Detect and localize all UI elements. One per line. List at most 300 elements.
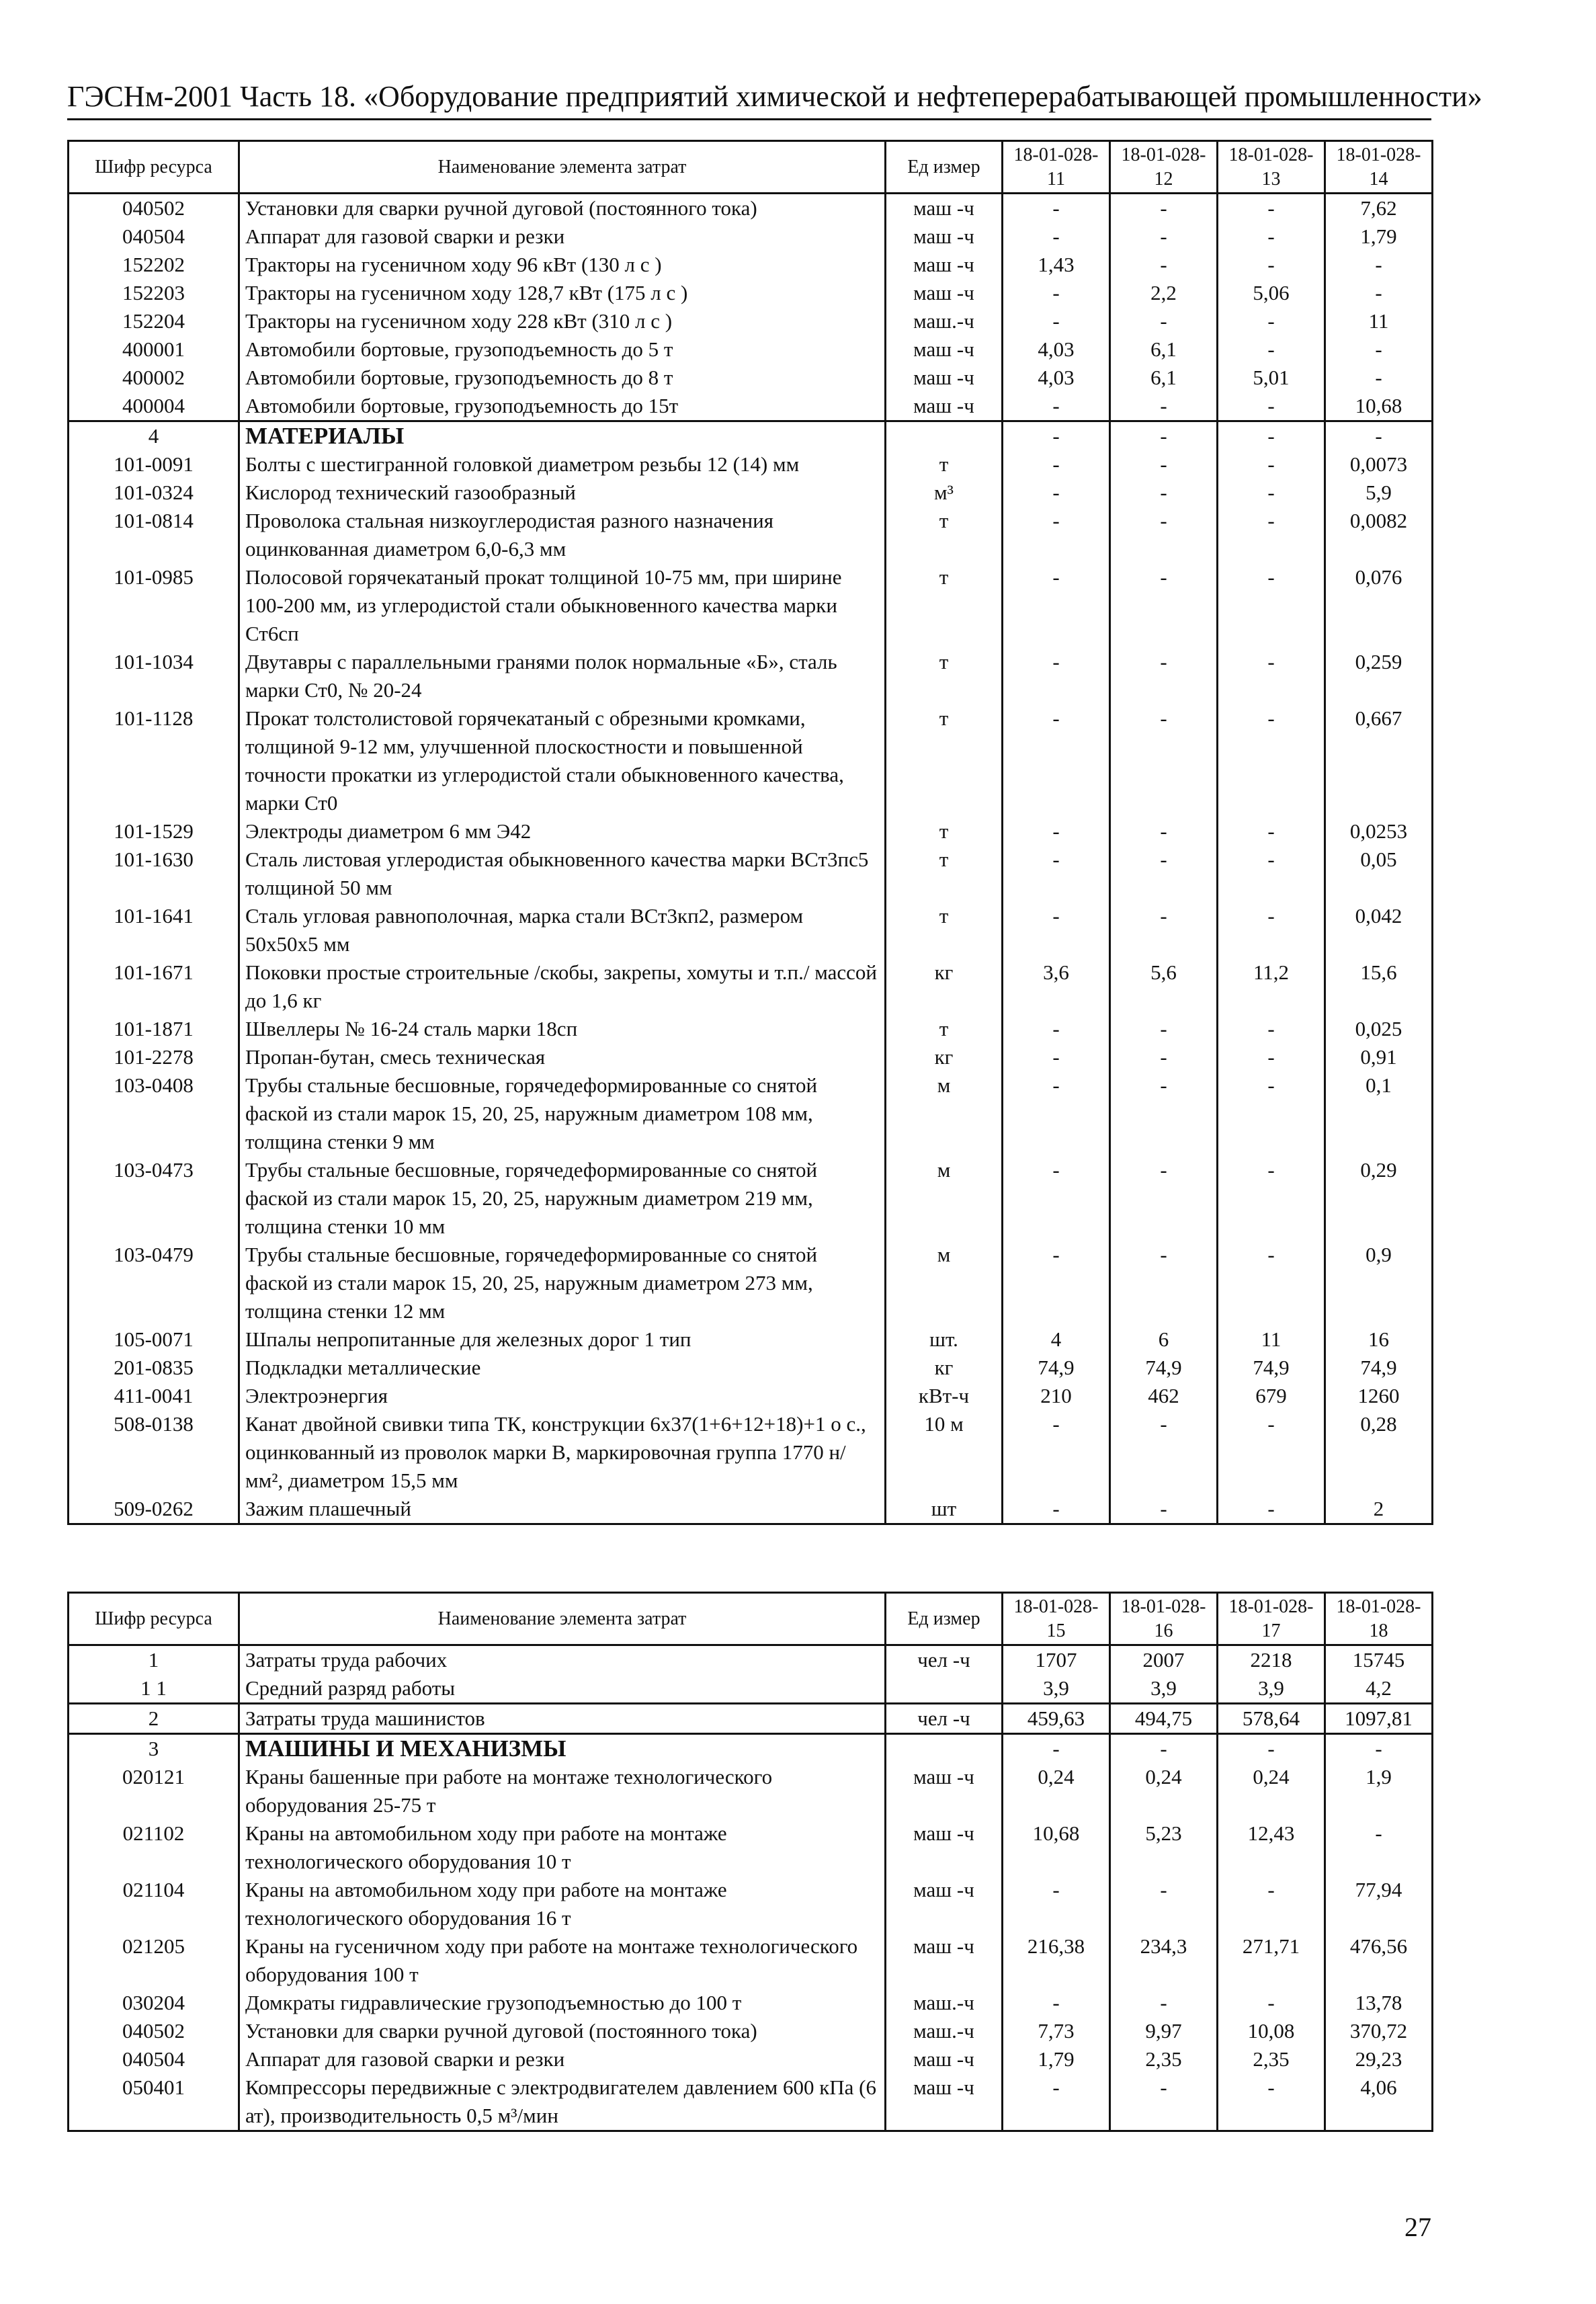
cell-value: - — [1003, 1156, 1110, 1241]
cell-unit: шт — [886, 1495, 1003, 1524]
col-header-unit: Ед измер — [886, 141, 1003, 194]
cell-code: 103-0408 — [69, 1071, 239, 1156]
cell-name: Автомобили бортовые, грузоподъемность до 8 т — [239, 364, 886, 392]
cell-unit: маш.-ч — [886, 307, 1003, 335]
cell-unit: т — [886, 817, 1003, 846]
cell-code: 101-2278 — [69, 1043, 239, 1071]
col-header-name: Наименование элемента затрат — [239, 1593, 886, 1645]
cell-value: - — [1110, 648, 1218, 704]
table-row — [69, 958, 1433, 1015]
cell-code: 201-0835 — [69, 1354, 239, 1382]
cell-name: Краны башенные при работе на монтаже технологического оборудования 25-75 т — [239, 1763, 886, 1819]
table-row — [69, 1989, 1433, 2017]
cell-unit: т — [886, 450, 1003, 479]
cell-value: - — [1003, 392, 1110, 421]
cell-code: 400001 — [69, 335, 239, 364]
cell-unit — [886, 1734, 1003, 1764]
cell-name: Тракторы на гусеничном ходу 96 кВт (130 л с ) — [239, 251, 886, 279]
cell-value: - — [1003, 563, 1110, 648]
cell-unit: м³ — [886, 479, 1003, 507]
table-row — [69, 1043, 1433, 1071]
cell-value: 15745 — [1325, 1645, 1433, 1675]
cell-value: - — [1218, 194, 1325, 223]
cell-value: - — [1218, 507, 1325, 563]
cell-value: - — [1110, 194, 1218, 223]
cell-name: Установки для сварки ручной дуговой (постоянного тока) — [239, 194, 886, 223]
cell-unit: маш -ч — [886, 392, 1003, 421]
cell-value: - — [1110, 846, 1218, 902]
cell-value: 1,43 — [1003, 251, 1110, 279]
cell-unit: маш -ч — [886, 279, 1003, 307]
resource-table-1 — [67, 140, 1433, 1525]
cell-value: 459,63 — [1003, 1704, 1110, 1734]
cell-code: 2 — [69, 1704, 239, 1734]
cell-value: - — [1110, 1989, 1218, 2017]
table-row — [69, 1071, 1433, 1156]
cell-value: 3,9 — [1218, 1674, 1325, 1704]
col-header-norm: 18-01-028-17 — [1218, 1593, 1325, 1645]
cell-value: 1260 — [1325, 1382, 1433, 1410]
cell-value: 0,042 — [1325, 902, 1433, 958]
cell-value: 2,35 — [1218, 2045, 1325, 2073]
cell-value: - — [1325, 1734, 1433, 1764]
cell-code: 3 — [69, 1734, 239, 1764]
cell-unit: маш.-ч — [886, 2017, 1003, 2045]
cell-name: Краны на гусеничном ходу при работе на монтаже технологического оборудования 100 т — [239, 1932, 886, 1989]
cell-value: - — [1218, 1043, 1325, 1071]
col-header-norm: 18-01-028-15 — [1003, 1593, 1110, 1645]
cell-unit: кг — [886, 958, 1003, 1015]
cell-name: Тракторы на гусеничном ходу 228 кВт (310 л с ) — [239, 307, 886, 335]
cell-value: 578,64 — [1218, 1704, 1325, 1734]
cell-value: - — [1218, 1015, 1325, 1043]
cell-value: - — [1218, 902, 1325, 958]
cell-name: Установки для сварки ручной дуговой (постоянного тока) — [239, 2017, 886, 2045]
cell-value: - — [1218, 1410, 1325, 1495]
cell-value: 10,08 — [1218, 2017, 1325, 2045]
table-row — [69, 251, 1433, 279]
cell-value: - — [1003, 704, 1110, 817]
cell-name: Автомобили бортовые, грузоподъемность до 5 т — [239, 335, 886, 364]
cell-value: - — [1003, 1410, 1110, 1495]
cell-value: - — [1110, 507, 1218, 563]
col-header-unit: Ед измер — [886, 1593, 1003, 1645]
cell-value: 0,28 — [1325, 1410, 1433, 1495]
cell-value: 13,78 — [1325, 1989, 1433, 2017]
table-row — [69, 563, 1433, 648]
cell-value: - — [1325, 421, 1433, 451]
table-row — [69, 450, 1433, 479]
table-row — [69, 846, 1433, 902]
cell-name: Сталь листовая углеродистая обыкновенного качества марки ВСт3пс5 толщиной 50 мм — [239, 846, 886, 902]
cell-unit: маш.-ч — [886, 1989, 1003, 2017]
cell-unit: маш -ч — [886, 194, 1003, 223]
cell-code: 050401 — [69, 2073, 239, 2131]
cell-unit: т — [886, 648, 1003, 704]
cell-name: Трубы стальные бесшовные, горячедеформированные со снятой фаской из стали марок 15, 20, 25, наружным диаметром 108 мм, толщина стенки 9 мм — [239, 1071, 886, 1156]
table-row — [69, 222, 1433, 251]
cell-value: 0,0253 — [1325, 817, 1433, 846]
cell-unit: кВт-ч — [886, 1382, 1003, 1410]
cell-code: 509-0262 — [69, 1495, 239, 1524]
cell-value: 74,9 — [1003, 1354, 1110, 1382]
cell-value: - — [1110, 2073, 1218, 2131]
cell-value: - — [1218, 335, 1325, 364]
cell-value: 10,68 — [1325, 392, 1433, 421]
cell-code: 021104 — [69, 1876, 239, 1932]
cell-unit: маш -ч — [886, 1763, 1003, 1819]
cell-value: - — [1110, 902, 1218, 958]
cell-code: 400002 — [69, 364, 239, 392]
cell-value: 74,9 — [1110, 1354, 1218, 1382]
cell-code: 101-0091 — [69, 450, 239, 479]
cell-value: 2,2 — [1110, 279, 1218, 307]
cell-name: Подкладки металлические — [239, 1354, 886, 1382]
cell-value: 6 — [1110, 1325, 1218, 1354]
cell-value: - — [1218, 307, 1325, 335]
table-row — [69, 1354, 1433, 1382]
table-row — [69, 364, 1433, 392]
cell-code: 040504 — [69, 2045, 239, 2073]
cell-code: 103-0473 — [69, 1156, 239, 1241]
col-header-norm: 18-01-028-11 — [1003, 141, 1110, 194]
cell-value: 1097,81 — [1325, 1704, 1433, 1734]
cell-value: 0,0073 — [1325, 450, 1433, 479]
table-row — [69, 1819, 1433, 1876]
col-header-norm: 18-01-028-12 — [1110, 141, 1218, 194]
cell-unit — [886, 1674, 1003, 1704]
cell-value: - — [1218, 1495, 1325, 1524]
cell-value: 1,79 — [1003, 2045, 1110, 2073]
cell-value: 0,91 — [1325, 1043, 1433, 1071]
table-row — [69, 1382, 1433, 1410]
cell-value: 494,75 — [1110, 1704, 1218, 1734]
cell-unit: т — [886, 507, 1003, 563]
cell-value: - — [1003, 222, 1110, 251]
cell-value: - — [1003, 902, 1110, 958]
table-row — [69, 704, 1433, 817]
cell-value: - — [1003, 507, 1110, 563]
cell-name: Шпалы непропитанные для железных дорог 1 тип — [239, 1325, 886, 1354]
cell-name: Аппарат для газовой сварки и резки — [239, 222, 886, 251]
table-row — [69, 279, 1433, 307]
cell-value: - — [1218, 1156, 1325, 1241]
cell-unit: маш -ч — [886, 1819, 1003, 1876]
table-row — [69, 194, 1433, 223]
cell-unit: т — [886, 846, 1003, 902]
table-row — [69, 1015, 1433, 1043]
cell-name: Средний разряд работы — [239, 1674, 886, 1704]
cell-value: - — [1110, 1876, 1218, 1932]
cell-unit: т — [886, 902, 1003, 958]
section-row — [69, 421, 1433, 451]
cell-code: 508-0138 — [69, 1410, 239, 1495]
cell-value: 0,667 — [1325, 704, 1433, 817]
cell-value: 4,2 — [1325, 1674, 1433, 1704]
cell-value: 2007 — [1110, 1645, 1218, 1675]
cell-code: 411-0041 — [69, 1382, 239, 1410]
cell-code: 1 1 — [69, 1674, 239, 1704]
cell-value: 5,23 — [1110, 1819, 1218, 1876]
cell-name: Трубы стальные бесшовные, горячедеформированные со снятой фаской из стали марок 15, 20, 25, наружным диаметром 273 мм, толщина стенки 12 мм — [239, 1241, 886, 1325]
cell-code: 152202 — [69, 251, 239, 279]
cell-name: Прокат толстолистовой горячекатаный с обрезными кромками, толщиной 9-12 мм, улучшенной плоскостности и повышенной точности прокатки из углеродистой стали обыкновенного качества, марки Ст0 — [239, 704, 886, 817]
cell-code: 103-0479 — [69, 1241, 239, 1325]
table-row — [69, 1704, 1433, 1734]
table-row — [69, 902, 1433, 958]
cell-value: - — [1110, 1015, 1218, 1043]
cell-value: - — [1110, 1156, 1218, 1241]
cell-unit: маш -ч — [886, 335, 1003, 364]
cell-code: 105-0071 — [69, 1325, 239, 1354]
cell-value: 370,72 — [1325, 2017, 1433, 2045]
cell-value: 2218 — [1218, 1645, 1325, 1675]
cell-unit: шт. — [886, 1325, 1003, 1354]
cell-name: Электроэнергия — [239, 1382, 886, 1410]
table-row — [69, 1674, 1433, 1704]
cell-value: 0,24 — [1110, 1763, 1218, 1819]
cell-code: 030204 — [69, 1989, 239, 2017]
cell-value: 0,05 — [1325, 846, 1433, 902]
cell-value: 4,06 — [1325, 2073, 1433, 2131]
cell-value: 77,94 — [1325, 1876, 1433, 1932]
cell-value: 11,2 — [1218, 958, 1325, 1015]
cell-code: 4 — [69, 421, 239, 451]
cell-value: - — [1003, 2073, 1110, 2131]
cell-value: 0,29 — [1325, 1156, 1433, 1241]
cell-value: - — [1218, 846, 1325, 902]
page-header: ГЭСНм-2001 Часть 18. «Оборудование предприятий химической и нефтеперерабатывающей промышленности» — [67, 80, 1482, 113]
cell-name: Канат двойной свивки типа ТК, конструкции 6х37(1+6+12+18)+1 о с., оцинкованный из проволок марки В, маркировочная группа 1770 н/мм², диаметром 15,5 мм — [239, 1410, 886, 1495]
cell-unit: 10 м — [886, 1410, 1003, 1495]
cell-value: 5,06 — [1218, 279, 1325, 307]
cell-code: 040502 — [69, 194, 239, 223]
cell-unit: т — [886, 1015, 1003, 1043]
cell-value: 1707 — [1003, 1645, 1110, 1675]
table-row — [69, 479, 1433, 507]
cell-value: 234,3 — [1110, 1932, 1218, 1989]
cell-value: 5,01 — [1218, 364, 1325, 392]
cell-value: - — [1218, 563, 1325, 648]
cell-value: 9,97 — [1110, 2017, 1218, 2045]
table-row — [69, 1325, 1433, 1354]
col-header-code: Шифр ресурса — [69, 1593, 239, 1645]
table-row — [69, 507, 1433, 563]
cell-value: 10,68 — [1003, 1819, 1110, 1876]
table-row — [69, 817, 1433, 846]
cell-value: - — [1218, 1071, 1325, 1156]
cell-name: Поковки простые строительные /скобы, закрепы, хомуты и т.п./ массой до 1,6 кг — [239, 958, 886, 1015]
cell-value: - — [1218, 1876, 1325, 1932]
cell-value: - — [1218, 1989, 1325, 2017]
cell-code: 101-1034 — [69, 648, 239, 704]
table-row — [69, 1645, 1433, 1675]
cell-value: - — [1003, 1015, 1110, 1043]
cell-value: - — [1110, 450, 1218, 479]
cell-code: 021205 — [69, 1932, 239, 1989]
cell-name: Двутавры с параллельными гранями полок нормальные «Б», сталь марки Ст0, № 20-24 — [239, 648, 886, 704]
cell-value: 29,23 — [1325, 2045, 1433, 2073]
cell-value: 6,1 — [1110, 335, 1218, 364]
cell-code: 101-0324 — [69, 479, 239, 507]
cell-value: - — [1003, 1071, 1110, 1156]
cell-value: - — [1003, 648, 1110, 704]
cell-value: - — [1218, 1734, 1325, 1764]
cell-value: - — [1110, 307, 1218, 335]
cell-code: 040504 — [69, 222, 239, 251]
cell-code: 1 — [69, 1645, 239, 1675]
cell-name: Автомобили бортовые, грузоподъемность до 15т — [239, 392, 886, 421]
cell-value: - — [1003, 450, 1110, 479]
cell-value: - — [1218, 450, 1325, 479]
cell-value: - — [1110, 392, 1218, 421]
table-row — [69, 1932, 1433, 1989]
table-row — [69, 1410, 1433, 1495]
cell-value: - — [1110, 1043, 1218, 1071]
cell-value: 5,9 — [1325, 479, 1433, 507]
cell-name: Домкраты гидравлические грузоподъемностью до 100 т — [239, 1989, 886, 2017]
section-row — [69, 1734, 1433, 1764]
cell-value: 4,03 — [1003, 335, 1110, 364]
cell-value: 0,1 — [1325, 1071, 1433, 1156]
resource-table-2 — [67, 1592, 1433, 2132]
cell-value: - — [1325, 364, 1433, 392]
cell-value: - — [1003, 479, 1110, 507]
cell-value: - — [1003, 194, 1110, 223]
cell-value: - — [1003, 1495, 1110, 1524]
cell-value: 0,0082 — [1325, 507, 1433, 563]
col-header-norm: 18-01-028-14 — [1325, 141, 1433, 194]
cell-value: 0,025 — [1325, 1015, 1433, 1043]
col-header-name: Наименование элемента затрат — [239, 141, 886, 194]
cell-code: 101-1128 — [69, 704, 239, 817]
cell-value: 271,71 — [1218, 1932, 1325, 1989]
table-row — [69, 648, 1433, 704]
col-header-norm: 18-01-028-13 — [1218, 141, 1325, 194]
cell-value: 12,43 — [1218, 1819, 1325, 1876]
cell-value: - — [1003, 421, 1110, 451]
cell-value: 7,73 — [1003, 2017, 1110, 2045]
table-row — [69, 392, 1433, 421]
cell-value: - — [1218, 479, 1325, 507]
cell-value: 476,56 — [1325, 1932, 1433, 1989]
cell-name: Тракторы на гусеничном ходу 128,7 кВт (175 л с ) — [239, 279, 886, 307]
cell-value: 679 — [1218, 1382, 1325, 1410]
cell-code: 152204 — [69, 307, 239, 335]
cell-value: 0,24 — [1218, 1763, 1325, 1819]
cell-value: - — [1110, 704, 1218, 817]
cell-name: Затраты труда рабочих — [239, 1645, 886, 1675]
cell-value: 3,9 — [1003, 1674, 1110, 1704]
cell-code: 400004 — [69, 392, 239, 421]
cell-value: - — [1110, 1241, 1218, 1325]
cell-code: 101-1641 — [69, 902, 239, 958]
cell-value: 0,076 — [1325, 563, 1433, 648]
table-row — [69, 2017, 1433, 2045]
col-header-norm: 18-01-028-18 — [1325, 1593, 1433, 1645]
cell-value: 0,259 — [1325, 648, 1433, 704]
cell-code: 101-0814 — [69, 507, 239, 563]
cell-unit: маш -ч — [886, 2073, 1003, 2131]
cell-value: - — [1325, 1819, 1433, 1876]
cell-value: 462 — [1110, 1382, 1218, 1410]
cell-code: 021102 — [69, 1819, 239, 1876]
cell-value: 15,6 — [1325, 958, 1433, 1015]
cell-value: 2,35 — [1110, 2045, 1218, 2073]
cell-unit — [886, 421, 1003, 451]
cell-name: Компрессоры передвижные с электродвигателем давлением 600 кПа (6 ат), производительность 0,5 м³/мин — [239, 2073, 886, 2131]
cell-name: МАШИНЫ И МЕХАНИЗМЫ — [239, 1734, 886, 1764]
cell-unit: маш -ч — [886, 1932, 1003, 1989]
cell-unit: чел -ч — [886, 1645, 1003, 1675]
cell-value: - — [1110, 1410, 1218, 1495]
cell-value: - — [1325, 251, 1433, 279]
cell-value: - — [1218, 1241, 1325, 1325]
cell-code: 101-0985 — [69, 563, 239, 648]
cell-value: 7,62 — [1325, 194, 1433, 223]
cell-unit: кг — [886, 1043, 1003, 1071]
cell-unit: маш -ч — [886, 222, 1003, 251]
cell-value: 210 — [1003, 1382, 1110, 1410]
cell-value: - — [1003, 1241, 1110, 1325]
cell-value: - — [1218, 251, 1325, 279]
cell-unit: м — [886, 1156, 1003, 1241]
cell-value: - — [1110, 1734, 1218, 1764]
cell-value: - — [1110, 563, 1218, 648]
cell-value: 3,9 — [1110, 1674, 1218, 1704]
cell-value: 4 — [1003, 1325, 1110, 1354]
cell-value: 74,9 — [1325, 1354, 1433, 1382]
cell-value: 5,6 — [1110, 958, 1218, 1015]
table-row — [69, 2073, 1433, 2131]
cell-code: 101-1529 — [69, 817, 239, 846]
cell-unit: маш -ч — [886, 364, 1003, 392]
cell-value: - — [1003, 1734, 1110, 1764]
cell-value: - — [1218, 817, 1325, 846]
cell-value: 1,79 — [1325, 222, 1433, 251]
cell-name: Швеллеры № 16-24 сталь марки 18сп — [239, 1015, 886, 1043]
cell-value: 3,6 — [1003, 958, 1110, 1015]
cell-value: 1,9 — [1325, 1763, 1433, 1819]
cell-name: МАТЕРИАЛЫ — [239, 421, 886, 451]
cell-code: 040502 — [69, 2017, 239, 2045]
cell-value: 4,03 — [1003, 364, 1110, 392]
cell-value: - — [1110, 421, 1218, 451]
table-row — [69, 1763, 1433, 1819]
cell-value: - — [1110, 817, 1218, 846]
cell-name: Полосовой горячекатаный прокат толщиной 10-75 мм, при ширине 100-200 мм, из углеродистой стали обыкновенного качества марки Ст6сп — [239, 563, 886, 648]
cell-value: - — [1003, 1043, 1110, 1071]
cell-value: 11 — [1218, 1325, 1325, 1354]
cell-name: Зажим плашечный — [239, 1495, 886, 1524]
cell-name: Проволока стальная низкоуглеродистая разного назначения оцинкованная диаметром 6,0-6,3 мм — [239, 507, 886, 563]
table-row — [69, 1876, 1433, 1932]
cell-code: 101-1630 — [69, 846, 239, 902]
cell-value: 11 — [1325, 307, 1433, 335]
cell-name: Сталь угловая равнополочная, марка стали ВСт3кп2, размером 50х50х5 мм — [239, 902, 886, 958]
table-row — [69, 307, 1433, 335]
cell-value: - — [1110, 1071, 1218, 1156]
cell-unit: м — [886, 1071, 1003, 1156]
cell-value: 2 — [1325, 1495, 1433, 1524]
cell-unit: маш -ч — [886, 1876, 1003, 1932]
cell-value: - — [1110, 222, 1218, 251]
cell-name: Аппарат для газовой сварки и резки — [239, 2045, 886, 2073]
cell-value: 74,9 — [1218, 1354, 1325, 1382]
cell-unit: чел -ч — [886, 1704, 1003, 1734]
cell-code: 101-1671 — [69, 958, 239, 1015]
table-row — [69, 1495, 1433, 1524]
